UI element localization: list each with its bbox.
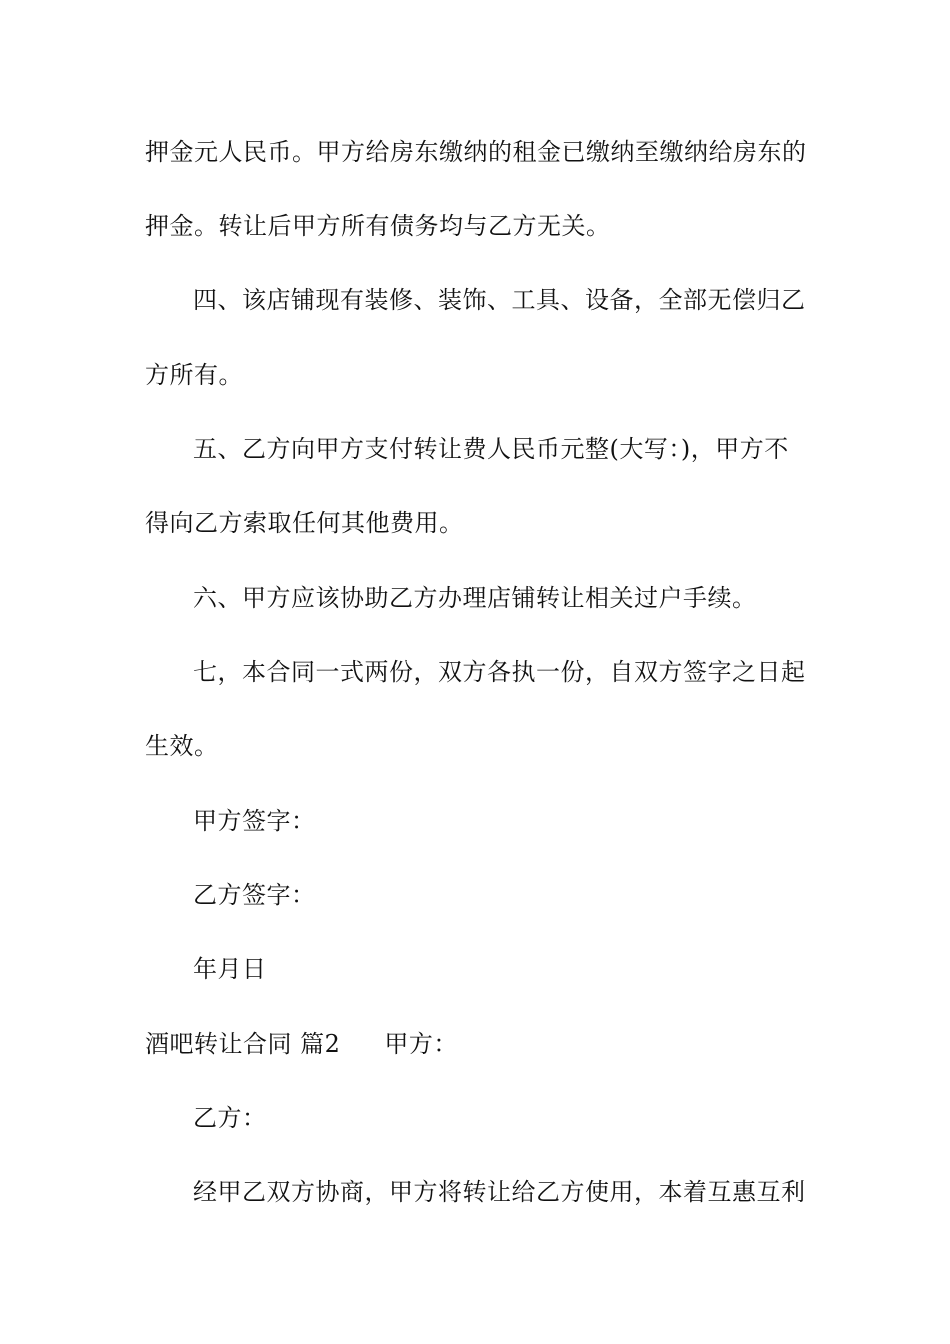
date-label: 年月日: [193, 955, 267, 983]
paragraph-line: 押金元人民币。甲方给房东缴纳的租金已缴纳至缴纳给房东的: [145, 138, 807, 166]
paragraph-line: 得向乙方索取任何其他费用。: [145, 509, 464, 537]
clause-six-line: 六、甲方应该协助乙方办理店铺转让相关过户手续。: [193, 584, 757, 612]
party-b-label: 乙方：: [193, 1104, 267, 1132]
section-title: 酒吧转让合同 篇2: [145, 1030, 341, 1058]
clause-seven-line: 七，本合同一式两份，双方各执一份，自双方签字之日起: [193, 658, 806, 686]
paragraph-line: 押金。转让后甲方所有债务均与乙方无关。: [145, 212, 611, 240]
party-a-signature-label: 甲方签字：: [193, 807, 316, 835]
clause-five-line: 五、乙方向甲方支付转让费人民币元整(大写：)，甲方不: [193, 435, 789, 463]
paragraph-line: 生效。: [145, 732, 219, 760]
party-b-signature-label: 乙方签字：: [193, 881, 316, 909]
section-paragraph-line: 经甲乙双方协商，甲方将转让给乙方使用，本着互惠互利: [193, 1178, 806, 1206]
section-heading: [145, 1029, 458, 1059]
party-a-label: 甲方：: [384, 1030, 458, 1058]
paragraph-line: 方所有。: [145, 361, 243, 389]
clause-four-line: 四、该店铺现有装修、装饰、工具、设备，全部无偿归乙: [193, 286, 806, 314]
